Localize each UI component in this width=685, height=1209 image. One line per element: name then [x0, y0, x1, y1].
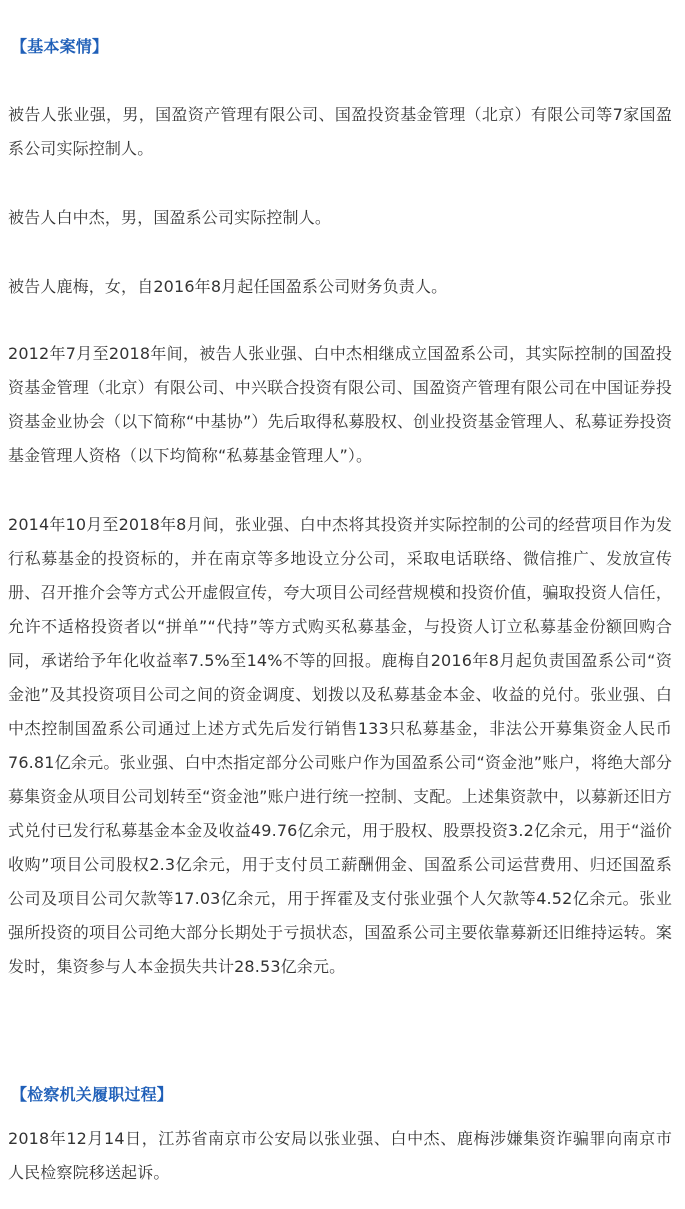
- paragraph-company-background: 2012年7月至2018年间，被告人张业强、白中杰相继成立国盈系公司，其实际控制的国盈投资基金管理（北京）有限公司、中兴联合投资有限公司、国盈资产管理有限公司在中国证券投资基金业协会（以下简称“中基协”）先后取得私募股权、创业投资基金管理人、私募证券投资基金管理人资格（以下均简称“私募基金管理人”）。: [8, 344, 672, 465]
- paragraph-defendant-bai: 被告人白中杰，男，国盈系公司实际控制人。: [8, 208, 332, 227]
- section-heading-procuratorate: 【检察机关履职过程】: [11, 1085, 174, 1104]
- section-heading-basic-case: 【基本案情】: [11, 37, 109, 56]
- paragraph-defendant-lu: 被告人鹿梅，女，自2016年8月起任国盈系公司财务负责人。: [8, 277, 448, 296]
- paragraph-defendant-zhang: 被告人张业强，男，国盈资产管理有限公司、国盈投资基金管理（北京）有限公司等7家国盈系公司实际控制人。: [8, 105, 672, 158]
- paragraph-fraud-details: 2014年10月至2018年8月间，张业强、白中杰将其投资并实际控制的公司的经营项目作为发行私募基金的投资标的，并在南京等多地设立分公司，采取电话联络、微信推广、发放宣传册、召开推介会等方式公开虚假宣传，夸大项目公司经营规模和投资价值，骗取投资人信任，允许不适格投资者以“拼单”“代持”等方式购买私募基金，与投资人订立私募基金份额回购合同，承诺给予年化收益率7.5%至14%不等的回报。鹿梅自2016年8月起负责国盈系公司“资金池”及其投资项目公司之间的资金调度、划拨以及私募基金本金、收益的兑付。张业强、白中杰控制国盈系公司通过上述方式先后发行销售133只私募基金，非法公开募集资金人民币76.81亿余元。张业强、白中杰指定部分公司账户作为国盈系公司“资金池”账户，将绝大部分募集资金从项目公司划转至“资金池”账户进行统一控制、支配。上述集资款中，以募新还旧方式兑付已发行私募基金本金及收益49.76亿余元，用于股权、股票投资3.2亿余元，用于“溢价收购”项目公司股权2.3亿余元，用于支付员工薪酬佣金、国盈系公司运营费用、归还国盈系公司及项目公司欠款等17.03亿余元，用于挥霍及支付张业强个人欠款等4.52亿余元。张业强所投资的项目公司绝大部分长期处于亏损状态，国盈系公司主要依靠募新还旧维持运转。案发时，集资参与人本金损失共计28.53亿余元。: [8, 515, 672, 976]
- paragraph-prosecution-transfer: 2018年12月14日，江苏省南京市公安局以张业强、白中杰、鹿梅涉嫌集资诈骗罪向南京市人民检察院移送起诉。: [8, 1129, 672, 1182]
